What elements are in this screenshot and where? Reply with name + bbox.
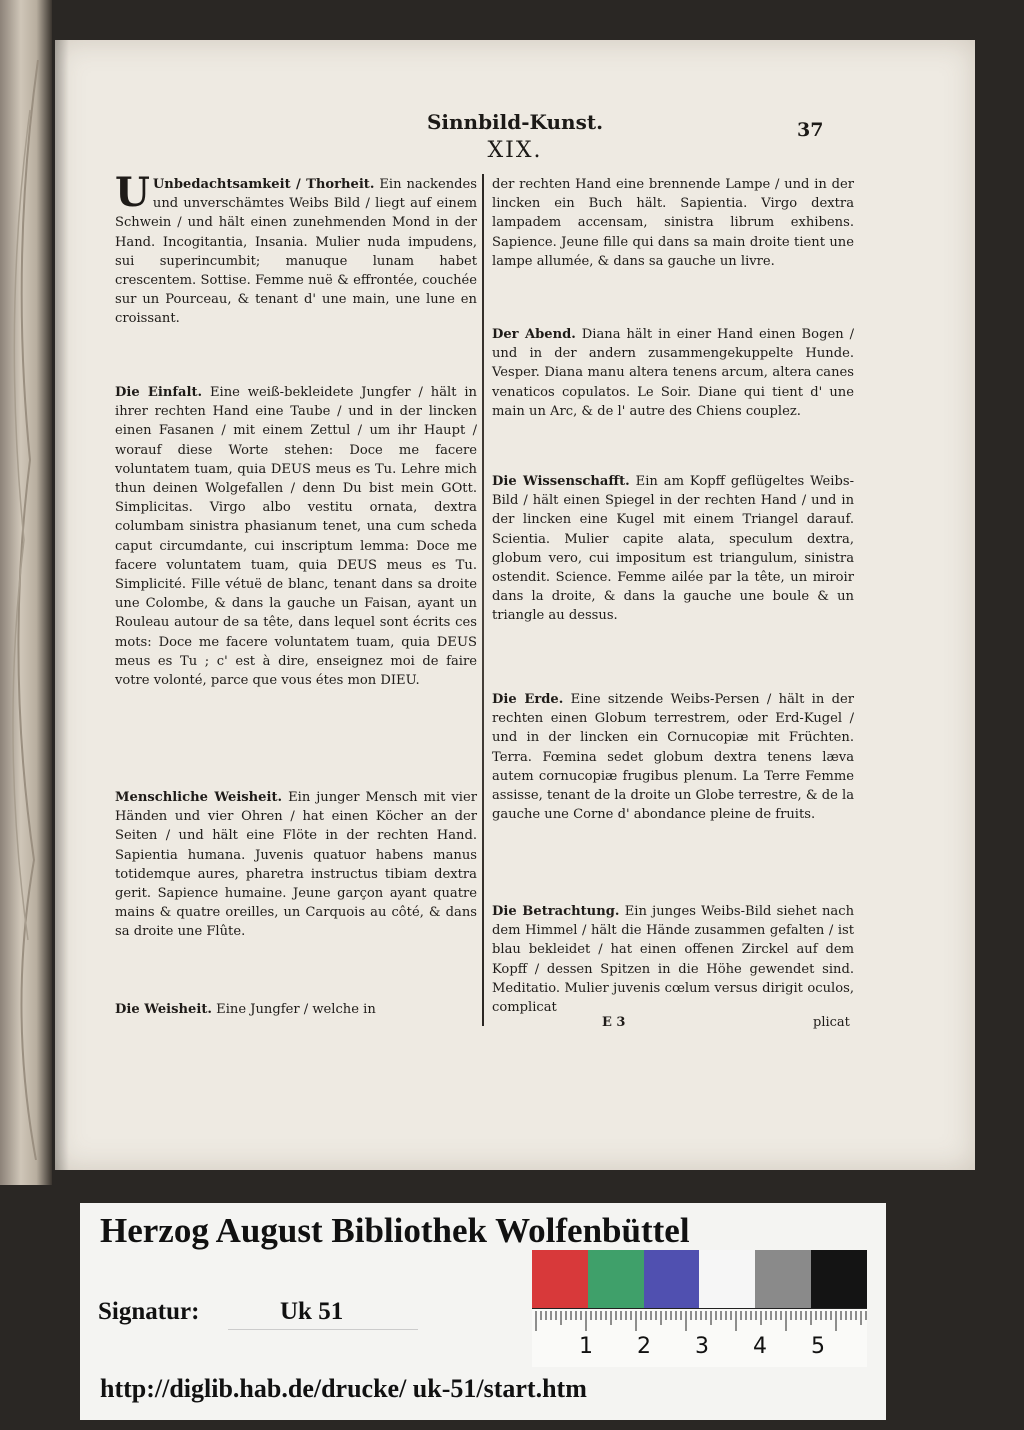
measurement-ruler (532, 1308, 867, 1367)
entry-menschliche-weisheit (115, 788, 477, 942)
entry-text: Ein junger Mensch mit vier Händen und vier Ohren / hat einen Köcher an der Seiten / und hält eine Flöte in der rechten Hand. Sapientia humana. Juvenis quatuor habens manus totidemque aures, pharetra instructus tibiam dextra gerit. Sapience humaine. Jeune garçon ayant quatre mains & quatre oreilles, un Carquois au côté, & dans sa droite une Flûte. (115, 790, 477, 940)
column-divider (482, 174, 484, 1026)
entry-heading: Menschliche Weisheit. (115, 790, 283, 805)
swatch-gray (755, 1250, 811, 1308)
swatch-black (811, 1250, 867, 1308)
page-number: 37 (797, 119, 824, 141)
signatur-label: Signatur: (98, 1298, 200, 1325)
book-page (55, 40, 975, 1170)
entry-betrachtung (492, 902, 854, 1017)
entry-text: Eine sitzende Weibs-Persen / hält in der rechten einen Globum terrestrem, oder Erd-Kugel / und in der lincken ein Cornucopiæ mit Früchten. Terra. Fœmina sedet globum dextra tenens læva autem cornucopiæ frugibus plenum. La Terre Femme assisse, tenant de la droite un Globe terrestre, & de la gauche une Corne d' abondance pleine de fruits. (492, 692, 854, 823)
page-curl-decoration (0, 60, 40, 1160)
entry-heading: Die Einfalt. (115, 385, 203, 400)
section-number: XIX. (487, 138, 543, 163)
drop-cap: U (115, 169, 150, 216)
ruler-number: 2 (637, 1334, 651, 1359)
entry-text: Eine Jungfer / welche in (216, 1002, 376, 1017)
swatch-white (699, 1250, 755, 1308)
swatch-green (588, 1250, 644, 1308)
ruler-number: 3 (695, 1334, 709, 1359)
entry-text: Diana hält in einer Hand einen Bogen / und in der andern zusammengekuppelte Hunde. Vesper. Diana manu altera tenens arcum, altera canes venaticos copulatos. Le Soir. Diane qui tient d' une main un Arc, & de l' autre des Chiens couplez. (492, 327, 854, 419)
page-footer (115, 1015, 915, 1037)
entry-wissenschafft (492, 472, 854, 626)
entry-continued (492, 175, 854, 271)
signatur-value: Uk 51 (280, 1298, 344, 1325)
entry-unbedachtsamkeit (115, 169, 477, 329)
signature-mark: E 3 (602, 1015, 626, 1030)
color-calibration-strip (532, 1250, 867, 1308)
swatch-blue (644, 1250, 700, 1308)
entry-heading: Unbedachtsamkeit / Thorheit. (152, 177, 375, 192)
library-title: Herzog August Bibliothek Wolfenbüttel (100, 1211, 690, 1250)
entry-text: Ein am Kopff geflügeltes Weibs-Bild / hält einen Spiegel in der rechten Hand / und in der lincken eine Kugel mit einem Triangel darauf. Scientia. Mulier capite alata, speculum dextra, globum vero, cui impositum est triangulum, sinistra ostendit. Science. Femme ailée par la tête, un miroir dans la droite, & dans la gauche une boule & un triangle au dessus. (492, 474, 854, 624)
swatch-red (532, 1250, 588, 1308)
entry-erde (492, 690, 854, 824)
running-header: Sinnbild-Kunst. (426, 110, 604, 134)
entry-text: Eine weiß-bekleidete Jungfer / hält in ihrer rechten Hand eine Taube / und in der lincken einen Fasanen / mit einem Zettul / um ihr Haupt / worauf diese Worte stehen: Doce me facere voluntatem tuam, quia DEUS meus es Tu. Lehre mich thun deinen Wolgefallen / denn Du bist mein GOtt. Simplicitas. Virgo albo vestitu ornata, dextra columbam sinistra phasianum tenet, una cum scheda caput circumdante, cui inscriptum lemma: Doce me facere voluntatem tuam, quia DEUS meus es Tu. Simplicité. Fille vétuë de blanc, tenant dans sa droite une Colombe, & dans la gauche un Faisan, ayant un Rouleau autour de sa tête, dans lequel sont écrits ces mots: Doce me facere voluntatem tuam, quia DEUS meus es Tu ; c' est à dire, enseignez moi de faire votre volonté, parce que vous étes mon DIEU. (115, 385, 477, 689)
entry-heading: Der Abend. (492, 327, 576, 342)
library-card (80, 1203, 886, 1370)
entry-text: der rechten Hand eine brennende Lampe / und in der lincken ein Buch hält. Sapientia. Virgo dextra lampadem accensam, sinistra librum exhibens. Sapience. Jeune fille qui dans sa main droite tient une lampe allumée, & dans sa gauche un livre. (492, 177, 854, 269)
library-url: http://diglib.hab.de/drucke/ uk-51/start.htm (100, 1374, 587, 1403)
entry-heading: Die Betrachtung. (492, 904, 620, 919)
entry-text: Ein junges Weibs-Bild siehet nach dem Himmel / hält die Hände zusammen gefalten / ist blau bekleidet / hat einen offenen Zirckel auf dem Kopff / dessen Spitzen in die Höhe gewendet sind. Meditatio. Mulier juvenis cœlum versus dirigit oculos, complicat (492, 904, 854, 1016)
entry-text: Ein nackendes und unverschämtes Weibs Bild / liegt auf einem Schwein / und hält einen zunehmenden Mond in der Hand. Incogitantia, Insania. Mulier nuda impudens, sui superincumbit; manuque lunam habet crescentem. Sottise. Femme nuë & effrontée, couchée sur un Pourceau, & tenant d' une main, une lune en croissant. (115, 177, 477, 327)
ruler-number: 1 (579, 1334, 593, 1359)
ruler-number: 4 (753, 1334, 767, 1359)
entry-heading: Die Weisheit. (115, 1002, 212, 1017)
entry-einfalt (115, 383, 477, 690)
entry-heading: Die Erde. (492, 692, 564, 707)
entry-abend (492, 325, 854, 421)
catchword: plicat (813, 1015, 850, 1030)
entry-heading: Die Wissenschafft. (492, 474, 630, 489)
url-band (80, 1370, 886, 1420)
ruler-number: 5 (811, 1334, 825, 1359)
